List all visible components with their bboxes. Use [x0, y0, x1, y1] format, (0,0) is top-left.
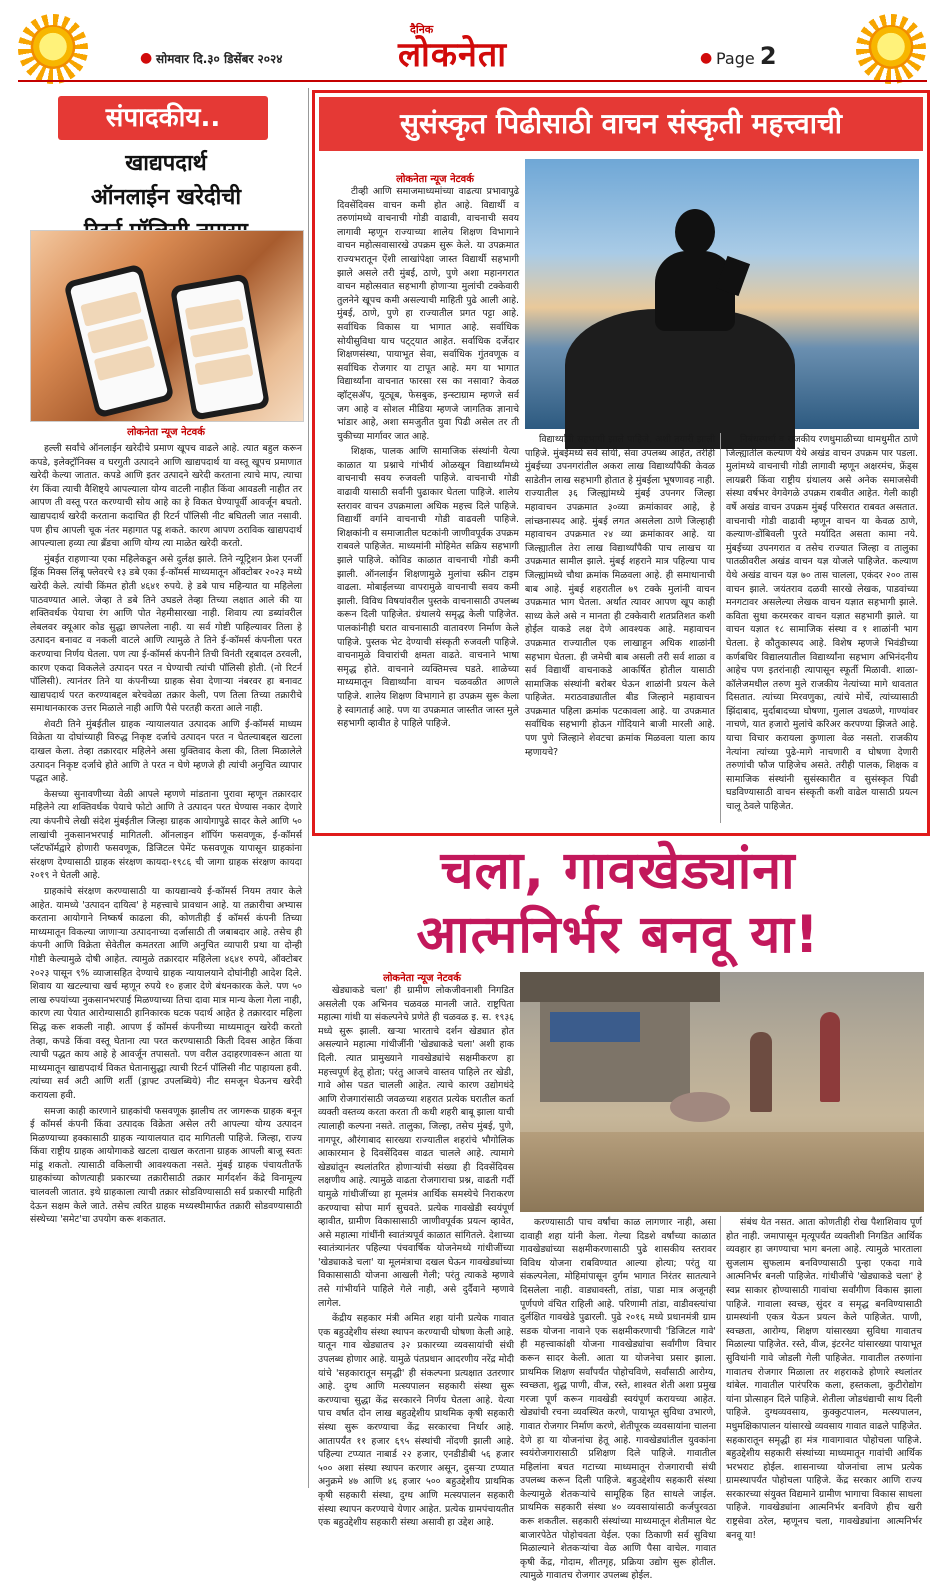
village-col2	[520, 1216, 716, 1582]
village-paragraph: केंद्रीय सहकार मंत्री अमित शहा यांनी प्रत्येक गावात एक बहुउद्देशीय संस्था स्थापन करण्याची घोषणा केली आहे. यातून गाव खेड्यातच ३२ प्रकारच्या व्यवसायांची संधी उपलब्ध होणार आहे. यामुळे पंतप्रधान आदरणीय नरेंद्र मोदी यांचे 'सहकारातून समृद्धी' ही संकल्पना प्रत्यक्षात उतरणार आहे. दुग्ध आणि मत्स्यपालन सहकारी संस्था सुरू करण्याचा सुद्धा केंद्र सरकारने निर्णय घेतला आहे. येत्या पाच वर्षात दोन लाख बहुउद्देशीय प्राथमिक कृषी सहकारी संस्था सुरू करण्याचा केंद्र सरकारचा निर्धार आहे. आतापर्यंत ११ हजार ६९५ संस्थांची नोंदणी झाली आहे. पहिल्या टप्प्यात नाबार्ड २२ हजार, एनडीडीबी ५६ हजार ५०० अशा संस्था स्थापन करणार असून, दुसऱ्या टप्प्यात अनुक्रमे ४७ आणि ४६ हजार ५०० बहुउद्देशीय प्राथमिक कृषी सहकारी संस्था, दुग्ध आणि मत्स्यपालन सहकारी संस्था स्थापन करण्याचे येणार आहेत. प्रत्येक ग्रामपंचायतीत एक बहुउद्देशीय सहकारी संस्था असावी हा उद्देश आहे.	[318, 1313, 514, 1529]
reading-headline: सुसंस्कृत पिढीसाठी वाचन संस्कृती महत्त्वाची	[319, 97, 923, 151]
phone-right-icon	[170, 273, 270, 420]
person-figure-icon	[820, 1012, 840, 1102]
village-col3	[726, 1216, 922, 1541]
reading-paragraph: विद्यार्थ्यांनी सहभागी झाले पाहिजे, अशी तयारी झाली पाहिजे. मुंबईमध्ये सर्व सोयी, सेवा उपलब्ध आहेत, तरीही मुंबईच्या उपनगरांतील अकरा लाख विद्यार्थ्यांपैकी केवळ साडेतीन लाख सहभागी होतात हे मुंबईला भूषणावह नाही. राज्यातील ३६ जिल्ह्यांमध्ये मुंबई उपनगर जिल्हा महावाचन उपक्रमात ३०व्या क्रमांकावर आहे, हे लांच्छनास्पद आहे. मुंबई लगत असलेला ठाणे जिल्हाही महावाचन उपक्रमात २४ व्या क्रमांकावर आहे. या जिल्ह्यातील तेरा लाख विद्यार्थ्यांपैकी पाच लाखच या उपक्रमात सामील झाले. मुंबई शहराने मात्र पहिल्या पाच जिल्ह्यांमध्ये चौथा क्रमांक मिळवला आहे. ही समाधानाची बाब आहे. मुंबई शहरातील ७९ टक्के मुलांनी वाचन उपक्रमात भाग घेतला. अर्थात त्यावर आपण खूप काही साध्य केले असे न मानता ही टक्केवारी शतप्रतिशत कशी होईल याकडे लक्ष देणे आवश्यक आहे. महावाचन उपक्रमात राज्यातील एक लाखाहून अधिक शाळांनी सहभाग घेतला. ही जमेची बाब असली तरी सर्व शाळा व सर्व विद्यार्थी वाचनाकडे आकर्षित होतील यासाठी सामाजिक संस्थांनी बरोबर घेऊन शाळांनी प्रयत्न केले पाहिजेत. मराठवाड्यातील बीड जिल्हाने महावाचन उपक्रमात पहिला क्रमांक पटकावला आहे. या उपक्रमात सर्वाधिक सहभागी होऊन गोंदियाने बाजी मारली आहे. पण पुणे जिल्हाने शेवटचा क्रमांक मिळवला याला काय म्हणायचे?	[525, 434, 715, 758]
village-headline-2: आत्मनिर्भर बनवू या!	[416, 905, 820, 965]
column-divider	[720, 1216, 721, 1484]
brand-prefix: दैनिक	[410, 23, 434, 36]
village-byline: लोकनेता न्यूज नेटवर्क	[383, 973, 461, 984]
reading-col2	[525, 433, 715, 823]
online-food-order-photo	[30, 230, 304, 422]
editorial-paragraph: शेवटी तिने मुंबईतील ग्राहक न्यायालयात उत्पादक आणि ई-कॉमर्स माध्यम विक्रेता या दोघांच्याही विरुद्ध निकृष्ट दर्जाचे उत्पादन परत न घेतल्याबद्दल खटला दाखल केला. तेव्हा तक्रारदार महिलेने असा युक्तिवाद केला की, तिला मिळालेले उत्पादन निकृष्ट दर्जाचे होते आणि ते परत न घेणे म्हणजे ही त्यांची अनुचित व्यापार पद्धत आहे.	[30, 718, 302, 785]
page-number: 2	[759, 42, 777, 70]
food-card	[195, 354, 254, 385]
page-label: Page	[716, 49, 755, 68]
laundry-shape	[550, 1012, 640, 1042]
editorial-paragraph: समजा काही कारणाने ग्राहकांची फसवणूक झालीच तर जागरूक ग्राहक बनून ई कॉमर्स कंपनी किंवा उत्पादक विक्रेता असेल तरी आपल्या योग्य उत्पादन मिळण्याच्या हक्कासाठी ग्राहक न्यायालयात दाद मागितली पाहिजे. जिल्हा, राज्य किंवा राष्ट्रीय ग्राहक आयोगाकडे खटला दाखल करताना ग्राहक आपली बाजू स्वतः मांडू शकतो. त्यासाठी वकिलाची आवश्यकता नसते. मुंबई ग्राहक पंचायतीतर्फे ग्राहकांच्या कोणत्याही प्रकारच्या तक्रारीसाठी तक्रार मार्गदर्शन केंद्रे विनामूल्य चालवली जातात. इथे ग्राहकाला त्याची तक्रार सोडविण्यासाठी सर्व प्रकारची माहिती देऊन सक्षम केले जाते. तसेच त्वरित ग्राहक मध्यस्थीमार्फत तक्रारी सोडवण्यासाठी संस्थेच्या 'समेट'चा उपयोग करू शकतात.	[30, 1105, 302, 1226]
sun-core-left-icon	[29, 25, 77, 73]
newspaper-brand: लोकनेता	[398, 35, 508, 75]
editorial-byline: लोकनेता न्यूज नेटवर्क	[127, 427, 205, 438]
reading-paragraph: निबंधस्पर्धा व राजकीय रणधुमाळीच्या धामधुमीत ठाणे जिल्ह्यातील कल्याण येथे अखंड वाचन उपक्रम पार पडला. मुलांमध्ये वाचनाची गोडी लागावी म्हणून अक्षरमंच, फ्रेंड्स लायब्ररी किंवा राष्ट्रीय ग्रंथालय असे अनेक समाजसेवी संस्था वर्षभर वेगवेगळे उपक्रम राबवीत आहेत. गेली काही वर्षे अखंड वाचन उपक्रम मुंबई परिसरात राबवत असतात. वाचनाची गोडी वाढावी म्हणून वाचन या केवळ ठाणे, कल्याण-डोंबिवली पुरते मर्यादित असता कामा नये. मुंबईच्या उपनगरात व तसेच राज्यात जिल्हा व तालुका पातळीवरील अखंड वाचन यज्ञ योजले पाहिजेत. कल्याण येथे अखंड वाचन यज्ञ ७० तास चालला, एकंदर २०० तास वाचन झाले. जयंतराव दळवी सारखे लेखक, पाडवांच्या मनगटावर असलेल्या लेखक वाचन यज्ञात सहभागी झाले. कविता सुधा करमरकर वाचन यज्ञात सहभागी झाले. या वाचन यज्ञात १८ सामाजिक संस्था व १ शाळांनी भाग घेतला. हे कौतुकास्पद आहे. विशेष म्हणजे भिवंडीच्या कर्णबधिर विद्यालयातील विद्यार्थ्यांना सहभाग अभिनंदनीय आहेच पण इतरांनाही त्यापासून स्फूर्ती मिळावी. शाळा-कॉलेजमधील तरुण मुले राजकीय नेत्यांच्या मागे धावतात दिसतात. त्यांच्या मिरवणुका, त्यांचे मोर्चे, त्यांच्यासाठी झिंदाबाद, मुर्दाबादच्या घोषणा, गुलाल उधळणे, गाण्यांवर नाचणे, यात हजारो मुलांचे करिअर करपण्या झिजते आहे. याचा विचार करायला कुणाला वेळ नसतो. राजकीय नेत्यांना त्यांच्या पुढे-मागे नाचणारी व घोषणा देणारी तरुणांची फौज पाहिजेच असते. तरीही पालक, शिक्षक व सामाजिक संस्थांनी सुसंस्कारीत व सुसंस्कृत पिढी घडविण्यासाठी वाचन संस्कृती कशी वाढेल यासाठी प्रयत्न चालू ठेवले पाहिजेत.	[726, 434, 918, 813]
editorial-column	[30, 90, 302, 1490]
reading-article	[312, 90, 930, 836]
page-indicator	[716, 42, 777, 70]
hut-wall-shape	[540, 992, 690, 1102]
reading-silhouette-photo	[525, 159, 919, 429]
reading-byline: लोकनेता न्यूज नेटवर्क	[396, 174, 474, 185]
person-figure-icon	[750, 1032, 772, 1112]
village-paragraph: खेड्याकडे चला' ही ग्रामीण लोकजीवनाशी निगडित असलेली एक अभिनव चळवळ मानली जाते. राष्ट्रपिता महात्मा गांधी या संकल्पनेचे प्रणेते ही चळवळ इ. स. १९३६ मध्ये सुरू झाली. खऱ्या भारताचे दर्शन खेड्यात होत असल्याने महात्मा गांधीजींनी 'खेड्याकडे चला' अशी हाक दिली. त्यात प्रामुख्याने गावखेड्यांचे सक्षमीकरण हा महत्त्वपूर्ण हेतू होता; परंतु आजचे वास्तव पाहिले तर खेडी, गावे ओस पडत चालली आहेत. त्याचे कारण उद्योगधंदे आणि रोजगारांसाठी जवळच्या शहरात प्रत्येक घरातील कर्ता व्यक्ती वस्तव्य करता करता ती कधी शहरी बाबू झाला याची त्यालाही कल्पना नसते. तालुका, जिल्हा, तसेच मुंबई, पुणे, नागपूर, औरंगाबाद सारख्या राज्यातील शहरांचे भौगोलिक आकारमान हे दिवसेंदिवस वाढत चालले आहे. त्यामागे खेड्यांतून स्थलांतरित होणाऱ्यांची संख्या ही दिवसेंदिवस लक्षणीय आहे. त्यामुळे वाढता रोजगाराचा प्रश्न, वाढती गर्दी यामुळे गांधीजींच्या हा मूलमंत्र आर्थिक समस्येचे निराकरण करण्याचा सोपा मार्ग सुचवते. प्रत्येक गावखेडी स्वयंपूर्ण व्हावीत, ग्रामीण विकासासाठी जाणीवपूर्वक प्रयत्न व्हावेत, असे महात्मा गांधींनी स्वातंत्र्यपूर्व काळात सांगितले. देशाच्या स्वातंत्र्यानंतर पहिल्या पंचवार्षिक योजनेमध्ये गांधीजींच्या 'खेड्याकडे चला' या मूलमंत्राचा दखल घेऊन गावखेड्यांच्या विकासासाठी योजना आखली गेली; परंतु त्याकडे म्हणावे तसे गांभीर्याने पाहिले गेले नाही, असे दुर्दैवाने म्हणावे लागेल.	[318, 985, 514, 1309]
basket-icon	[670, 1092, 730, 1122]
village-paragraph: संबंध येत नसत. आता कोणतीही रोख पैशाशिवाय पूर्ण होत नाही. जमापासून मृत्यूपर्यंत व्यक्तीशी निगडित आर्थिक व्यवहार हा जगण्याचा भाग बनला आहे. त्यामुळे भारताला सुजलाम सुफलाम बनविण्यासाठी पुन्हा एकदा गावे आत्मनिर्भर बनली पाहिजेत. गांधीजींचे 'खेड्याकडे चला' हे स्वप्न साकार होण्यासाठी गावांचा सर्वांगीण विकास झाला पाहिजे. गावाला स्वच्छ, सुंदर व समृद्ध बनविण्यासाठी ग्रामस्थांनी एकत्र येऊन प्रयत्न केले पाहिजेत. पाणी, स्वच्छता, आरोग्य, शिक्षण यांसारख्या सुविधा गावातच मिळाल्या पाहिजेत. रस्ते, वीज, इंटरनेट यांसारख्या पायाभूत सुविधांनी गावे जोडली गेली पाहिजेत. गावातील तरुणांना गावातच रोजगार मिळाला तर शहराकडे होणारे स्थलांतर थांबेल. गावातील पारंपरिक कला, हस्तकला, कुटीरोद्योग यांना प्रोत्साहन दिले पाहिजे. शेतीला जोडधंद्याची साथ दिली पाहिजे. दुग्धव्यवसाय, कुक्कुटपालन, मत्स्यपालन, मधुमक्षिकापालन यांसारखे व्यवसाय गावात वाढले पाहिजेत. सहकारातून समृद्धी हा मंत्र गावागावात पोहोचला पाहिजे. बहुउद्देशीय सहकारी संस्थांच्या माध्यमातून गावांची आर्थिक भरभराट होईल. शासनाच्या योजनांचा लाभ प्रत्येक ग्रामस्थापर्यंत पोहोचला पाहिजे. केंद्र सरकार आणि राज्य सरकारच्या संयुक्त विद्यमाने ग्रामीण भागाचा विकास साधला पाहिजे. गावखेड्यांना आत्मनिर्भर बनविणे हीच खरी राष्ट्रसेवा ठरेल, म्हणूनच चला, गावखेड्यांना आत्मनिर्भर बनवू या!	[726, 1217, 922, 1541]
editorial-title-1: खाद्यपदार्थ	[125, 150, 207, 176]
person-head-icon	[675, 209, 715, 255]
reading-paragraph: टीव्ही आणि समाजमाध्यमांच्या वाढत्या प्रभावापुढे दिवसेंदिवस वाचन कमी होत आहे. विद्यार्थी व तरुणांमध्ये वाचनाची गोडी वाढावी, वाचनाची सवय लागावी म्हणून राज्याच्या शालेय शिक्षण विभागाने वाचन महोत्सवासारखे उपक्रम सुरू केले. या उपक्रमात राज्यभरातून ऐंशी लाखांपेक्षा जास्त विद्यार्थी सहभागी झाले असले तरी मुंबई, ठाणे, पुणे अशा महानगरात वाचन महोत्सवात सहभागी होणाऱ्या मुलांची टक्केवारी तुलनेने खूपच कमी असल्याची माहिती पुढे आली आहे. मुंबई, ठाणे, पुणे हा राज्यातील प्रगत पट्टा आहे. सर्वाधिक विकास या भागात आहे. सर्वाधिक सोयीसुविधा याच पट्ट्यात आहेत. सर्वाधिक दर्जेदार शिक्षणसंस्था, पायाभूत सेवा, सर्वाधिक गुंतवणूक व सर्वाधिक रोजगार या टापूत आहे. मग या भागात विद्यार्थ्यांना वाचनात फारसा रस का नसावा? केवळ व्हॉट्सॲप, यूट्यूब, फेसबुक, इन्स्टाग्राम म्हणजे सर्व जग आहे व सोशल मीडिया म्हणजे जागतिक ज्ञानाचे भांडार आहे, अशा समजुतीत युवा पिढी असेल तर ती चुकीच्या मार्गावर जात आहे.	[337, 186, 519, 442]
bullet-icon: ●	[140, 50, 153, 66]
person-body-icon	[655, 251, 735, 331]
reading-col1	[337, 185, 519, 825]
village-col1	[318, 984, 514, 1529]
column-divider	[308, 88, 309, 1488]
column-divider	[720, 433, 721, 823]
sun-core-right-icon	[867, 25, 915, 73]
village-construction-photo	[520, 972, 924, 1212]
editorial-paragraph: मुंबईत राहणाऱ्या एका महिलेकडून असे दुर्लक्ष झाले. तिने न्यूट्रिशन फ्रेश एनर्जी ड्रिंक मिक्स लिंबू फ्लेवरचे १३ डबे एका ई-कॉमर्स माध्यमातून ऑक्टोबर २०२३ मध्ये खरेदी केले. त्यांची किंमत होती ४६४१ रुपये. हे डबे पाच महिन्यात या महिलेला पाठवण्यात आले. जेव्हा ते डबे तिने उघडले तेव्हा तिच्या लक्षात आले की या शक्तिवर्धक पेयाचा रंग आणि पोत नेहमीसारखा नाही. शिवाय त्या डब्यांवरील लेबलवर क्यूआर कोड सुद्धा छापलेला नाही. या सर्व गोष्टी पाहिल्यावर तिला हे उत्पादन बनावट व नकली वाटले आणि त्यामुळे ते तिने ई-कॉमर्स कंपनीला परत करण्याचा निर्णय घेतला. पण त्या ई-कॉमर्स कंपनीने तिची विनंती रद्दबादल ठरवली, कारण एकदा विकलेले उत्पादन परत न घेण्याची त्यांची पॉलिसी होती. (नो रिटर्न पॉलिसी). त्यानंतर तिने या कंपनीच्या ग्राहक सेवा देणाऱ्या नंबरवर हा बनावट खाद्यपदार्थ परत करण्याबद्दल बरेचवेळा तक्रार केली, पण तिला तिच्या तक्रारीचे समाधानकारक उत्तर मिळाले नाही आणि पैसे परतही करता आले नाही.	[30, 553, 302, 715]
hut-roof-shape	[520, 972, 720, 1002]
village-headline-1: चला, गावखेड्यांना	[440, 841, 796, 901]
editorial-body	[30, 442, 302, 1482]
editorial-banner: संपादकीय..	[58, 96, 268, 140]
editorial-title-2: ऑनलाईन खरेदीची	[90, 184, 242, 210]
food-card	[185, 299, 244, 330]
rubble-shape	[520, 1132, 924, 1212]
phone-screen	[176, 280, 264, 414]
bullet-icon: ●	[700, 50, 713, 66]
village-paragraph: करण्यासाठी पाच वर्षांचा काळ लागणार नाही, असा दावाही शहा यांनी केला. गेल्या दिडशे वर्षांच्या काळात गावखेड्यांच्या सक्षमीकरणासाठी पुढे शासकीय स्तरावर विविध योजना राबविण्यात आल्या होत्या; परंतु या संकल्पनेला, मोहिमांपासून दुर्गम भागात निरंतर सातत्याने दिसलेला नाही. वाड्यावस्ती, तांडा, पाडा मात्र अजूनही पूर्णपणे वंचित राहिली आहे. परिणामी तांडा, वाडीवस्त्यांचा दुर्लक्षित गावखेडे पुढारली. पुढे २०१६ मध्ये प्रधानमंत्री ग्राम सडक योजना नावाने एक सक्षमीकरणाची 'डिजिटल गावे' ही महत्त्वाकांक्षी योजना गावखेड्यांचा सर्वांगीण विचार करून सादर केली. आता या योजनेचा प्रसार झाला. प्राथमिक शिक्षण सर्वांपर्यंत पोहोचविणे, सर्वांसाठी आरोग्य, स्वच्छता, शुद्ध पाणी, वीज, रस्ते, शाश्वत शेती अशा प्रमुख गरजा पूर्ण करून गावखेडी स्वयंपूर्ण करायच्या आहेत. खेड्यांची रचना व्यवस्थित करणे, पायाभूत सुविधा उभारणे, गावात रोजगार निर्माण करणे, शेतीपूरक व्यवसायांना चालना देणे हा या योजनांचा हेतू आहे. गावखेड्यांतील युवकांना स्वयंरोजगारासाठी प्रशिक्षण दिले पाहिजे. गावातील महिलांना बचत गटाच्या माध्यमातून रोजगाराची संधी उपलब्ध करून दिली पाहिजे. बहुउद्देशीय सहकारी संस्था केल्यामुळे शेतकऱ्यांचे सामूहिक हित साधले जाईल. प्राथमिक सहकारी संस्था ४० व्यवसायांसाठी कर्जपुरवठा करू शकतील. सहकारी संस्थांच्या माध्यमातून शेतीमाल थेट बाजारपेठेत पोहोचवता येईल. एका ठिकाणी सर्व सुविधा मिळाल्याने शेतकऱ्यांचा वेळ आणि पैसा वाचेल. गावात कृषी केंद्र, गोदाम, शीतगृह, प्रक्रिया उद्योग सुरू होतील. त्यामुळे गावातच रोजगार उपलब्ध होईल.	[520, 1217, 716, 1582]
reading-col3	[726, 433, 918, 823]
village-article	[312, 836, 924, 1582]
phone-left-icon	[63, 263, 174, 418]
masthead-rule	[18, 80, 927, 82]
editorial-paragraph: केसच्या सुनावणीच्या वेळी आपले म्हणणे मांडताना पुरावा म्हणून तक्रारदार महिलेने त्या शक्तिवर्धक पेयाचे फोटो आणि ते उत्पादन परत घेण्यास नकार देणारे त्या कंपनीचे लेखी संदेश मुंबईतील जिल्हा ग्राहक आयोगापुढे सादर केले आणि ५० लाखांची नुकसानभरपाई मागितली. ऑनलाइन शॉपिंग फसवणूक, ई-कॉमर्स प्लॅटफॉर्मद्वारे होणारी फसवणूक, डिजिटल पेमेंट फसवणूक यापासून ग्राहकांना संरक्षण देण्यासाठी ग्राहक संरक्षण कायदा-१९८६ ची जागा ग्राहक संरक्षण कायदा २०१९ ने घेतली आहे.	[30, 788, 302, 882]
editorial-paragraph: हल्ली सर्वांचे ऑनलाईन खरेदीचे प्रमाण खूपच वाढले आहे. त्यात बहुल करून कपडे, इलेक्ट्रॉनिक्स व घरगुती उत्पादने आणि खाद्यपदार्थ या वस्तू खूपच प्रमाणात खरेदी केल्या जातात. कपडे आणि इतर उत्पादने खरेदी करताना त्याचे माप, त्याचा रंग किंवा त्याची वैशिष्ट्ये आपल्याला योग्य वाटली नाहीत किंवा आवडली नाहीत तर आपण ती वस्तू परत करण्याची सोय आहे का हे विकत घेण्यापूर्वी आवर्जून बघतो. खाद्यपदार्थ खरेदी करताना कदाचित ही रिटर्न पॉलिसी नीट बघितली जात नसावी. पण हीच आपली चूक नंतर महागात पडू शकते. कारण आपण ठराविक खाद्यपदार्थ आपल्याला हव्या त्या ब्रँडचा आणि योग्य त्या माळेत खरेदी करतो.	[30, 443, 302, 550]
reading-paragraph: शिक्षक, पालक आणि सामाजिक संस्थांनी येत्या काळात या प्रश्नाचे गांभीर्य ओळखून विद्यार्थ्यांमध्ये वाचनाची सवय रुजवली पाहिजे. वाचनाची गोडी वाढावी यासाठी सर्वांनी पुढाकार घेतला पाहिजे. शालेय स्तरावर वाचन उपक्रमाला अधिक महत्त्व दिले पाहिजे. विद्यार्थी वर्गाने वाचनाची गोडी वाढवली पाहिजे. शिक्षकांनी व समाजातील घटकांनी जाणीवपूर्वक उपक्रम राबवले पाहिजेत. माध्यमांनी मोहिमेत सक्रिय सहभागी झाले पाहिजे. कोविड काळात वाचनाची गोडी कमी झाली. ऑनलाईन शिक्षणामुळे मुलांचा स्क्रीन टाइम वाढला. मोबाईलच्या वापरामुळे वाचनाची सवय कमी झाली. विविध विषयांवरील पुस्तके वाचनासाठी उपलब्ध करून दिली पाहिजेत. ग्रंथालये समृद्ध केली पाहिजेत. पालकांनीही घरात वाचनासाठी वातावरण निर्माण केले पाहिजे. पुस्तक भेट देण्याची संस्कृती रुजवली पाहिजे. वाचनामुळे विचारांची क्षमता वाढते. वाचनाने भाषा समृद्ध होते. वाचनाने व्यक्तिमत्त्व घडते. शाळेच्या माध्यमातून विद्यार्थ्यांना वाचन चळवळीत आणले पाहिजे. शालेय शिक्षण विभागाने हा उपक्रम सुरू केला हे स्वागतार्ह आहे. पण या उपक्रमात जास्तीत जास्त मुले सहभागी व्हावीत हे पाहिले पाहिजे.	[337, 446, 519, 730]
masthead	[0, 0, 945, 92]
issue-date: सोमवार दि.३० डिसेंबर २०२४	[156, 52, 283, 66]
food-card	[190, 326, 249, 357]
editorial-paragraph: ग्राहकांचे संरक्षण करण्यासाठी या कायद्यान्वये ई-कॉमर्स नियम तयार केले आहेत. यामध्ये 'उत्पादन दायित्व' हे महत्त्वाचे प्रावधान आहे. या तक्रारीचा अभ्यास करताना आयोगाने निष्कर्ष काढला की, कोणतीही ई कॉमर्स कंपनी तिच्या माध्यमातून विकल्या जाणाऱ्या उत्पादनाच्या दर्जासाठी ती जबाबदार आहे. तसेच ही कंपनी आणि विक्रेता सेवेतील कमतरता आणि अनुचित व्यापारी प्रथा या दोन्ही गोष्टी केल्यामुळे दोषी आहेत. त्यामुळे तक्रारदार महिलेला ४६४१ रुपये, ऑक्टोबर २०२३ पासून ९% व्याजासहित देण्याचे ग्राहक न्यायालयाने दोघांनीही आदेश दिले. शिवाय या खटल्याचा खर्च म्हणून रुपये १० हजार देणे बंधनकारक केले. पण ५० लाख रुपयांच्या नुकसानभरपाई मिळण्याच्या तिचा दावा मात्र मान्य केला गेला नाही, कारण त्या पेयात आरोग्यासाठी हानिकारक घटक पदार्थ आहेत हे तक्रारदार महिला सिद्ध करू शकली नाही. आपण ई कॉमर्स कंपनीच्या माध्यमातून खरेदी करतो तेव्हा, कपडे किंवा वस्तू घेताना त्या परत करण्यासाठी किती दिवस आहेत किंवा त्याची पद्धत काय आहे हे आवर्जून तपासतो. पण वरील उदाहरणावरून आता या माध्यमातून खाद्यपदार्थ विकत घेतानासुद्धा त्याची रिटर्न पॉलिसी नीट पाहायला हवी. त्यांच्या सर्व अटी आणि शर्ती (ड्राफ्ट उपलब्धिये) नीट समजून घेऊनच खरेदी करायला हवी.	[30, 886, 302, 1101]
phone-screen	[70, 270, 169, 411]
